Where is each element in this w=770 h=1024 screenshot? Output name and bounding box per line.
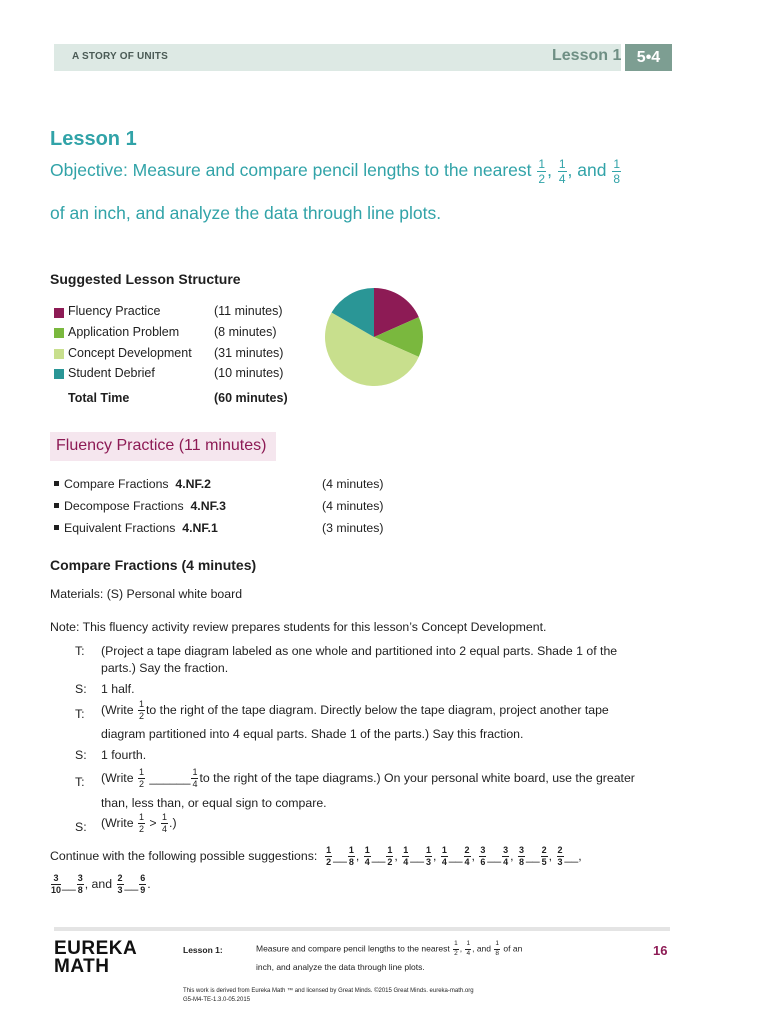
note-text: Note: This fluency activity review prepares students for this lesson’s Concept Development. bbox=[50, 620, 547, 634]
dialogue-6: (Write $\frac{1}{2}$ > $\frac{1}{4}$ .) bbox=[101, 812, 177, 834]
suggestion-pair: $\frac{1}{2}$ __ $\frac{1}{8}$ , bbox=[326, 845, 360, 867]
dialogue-3-line-2: diagram partitioned into 4 equal parts. Shade 1 of the parts.) Say this fraction. bbox=[101, 727, 524, 741]
suggestion-pair: $\frac{2}{3}$ __, bbox=[557, 845, 582, 867]
series-label: A STORY OF UNITS bbox=[72, 51, 168, 62]
fluency-item-1: Compare Fractions 4.NF.2 bbox=[64, 477, 211, 491]
suggestion-pair: $\frac{1}{4}$ __ $\frac{2}{4}$ , bbox=[441, 845, 475, 867]
dialogue-5-line-1: (Write $\frac{1}{2}$ ______ $\frac{1}{4}$ to the right of the tape diagrams.) On your personal white board, use the greater bbox=[101, 767, 635, 789]
fluency-heading: Fluency Practice (11 minutes) bbox=[56, 437, 267, 454]
footer-description-line-1: Measure and compare pencil lengths to the nearest $\frac{1}{2}$ , $\frac{1}{4}$ , and $\frac{1}{8}$ of an bbox=[256, 940, 523, 957]
dialogue-4: 1 fourth. bbox=[101, 748, 147, 762]
legend-swatch-fluency bbox=[54, 308, 64, 318]
structure-time-concept: (31 minutes) bbox=[214, 346, 284, 360]
fluency-item-2-time: (4 minutes) bbox=[322, 499, 384, 513]
fraction-quarter: $\frac{1}{4}$ bbox=[558, 157, 566, 186]
structure-time-fluency: (11 minutes) bbox=[214, 304, 283, 318]
bullet-icon bbox=[54, 525, 59, 530]
dialogue-1-line-1: (Project a tape diagram labeled as one whole and partitioned into 2 equal parts. Shade 1 of the bbox=[101, 644, 618, 658]
suggestions-line-2 bbox=[50, 874, 151, 895]
speaker-student: S: bbox=[75, 820, 87, 834]
total-time: (60 minutes) bbox=[214, 391, 288, 405]
dialogue-2: 1 half. bbox=[101, 682, 135, 696]
materials-text: Materials: (S) Personal white board bbox=[50, 587, 243, 601]
eureka-math-logo: EUREKA MATH bbox=[54, 938, 138, 977]
structure-label-concept: Concept Development bbox=[68, 346, 192, 360]
fraction-half: $\frac{1}{2}$ bbox=[538, 157, 546, 186]
page-title: Lesson 1 bbox=[50, 128, 137, 150]
structure-label-fluency: Fluency Practice bbox=[68, 304, 161, 318]
suggestion-pair: $\frac{1}{4}$ __ $\frac{1}{2}$ , bbox=[364, 845, 398, 867]
suggestion-pair: $\frac{2}{3}$ __ $\frac{6}{9}$ . bbox=[117, 873, 151, 895]
legend-swatch-application bbox=[54, 328, 64, 338]
objective-text: Objective: Measure and compare pencil lengths to the nearest bbox=[50, 160, 532, 181]
fluency-item-1-time: (4 minutes) bbox=[322, 477, 384, 491]
objective-line-2: of an inch, and analyze the data through line plots. bbox=[50, 203, 442, 223]
fluency-item-2: Decompose Fractions 4.NF.3 bbox=[64, 499, 226, 513]
fluency-item-3: Equivalent Fractions 4.NF.1 bbox=[64, 521, 218, 535]
speaker-teacher: T: bbox=[75, 644, 85, 658]
speaker-teacher: T: bbox=[75, 707, 85, 721]
suggestion-pair: $\frac{3}{6}$ __ $\frac{3}{4}$ , bbox=[480, 845, 514, 867]
legend-swatch-debrief bbox=[54, 369, 64, 379]
module-badge: 5•4 bbox=[625, 44, 672, 71]
total-label: Total Time bbox=[68, 391, 130, 405]
structure-time-debrief: (10 minutes) bbox=[214, 366, 284, 380]
suggestion-pair: $\frac{3}{8}$ __ $\frac{2}{5}$ , bbox=[518, 845, 553, 867]
document-code: G5-M4-TE-1.3.0-05.2015 bbox=[183, 997, 251, 1003]
structure-heading: Suggested Lesson Structure bbox=[50, 271, 241, 287]
fluency-item-3-time: (3 minutes) bbox=[322, 521, 384, 535]
suggestion-pair: $\frac{1}{4}$ __ $\frac{1}{3}$ , bbox=[403, 845, 437, 867]
footer-description-line-2: inch, and analyze the data through line plots. bbox=[256, 962, 425, 972]
legend-swatch-concept bbox=[54, 349, 64, 359]
speaker-student: S: bbox=[75, 748, 87, 762]
footer-lesson-label: Lesson 1: bbox=[183, 945, 223, 955]
suggestion-pair: $\frac{3}{10}$ __ $\frac{3}{8}$ , and bbox=[51, 873, 113, 895]
page-number: 16 bbox=[653, 943, 668, 958]
suggestions-line-1: Continue with the following possible suggestions: $\frac{1}{2}$ __ $\frac{1}{8}$ , $\frac{1}{4}$ __ $\frac{1}{2}$ , $\frac{1}{4}$ __ $\frac{1}{3}$ , $\frac{1}{4}$ __ $\frac{2}{4}$ , $\frac{3}{6}$ __ $\frac{3}{4}$ , $\frac{3}{8}$ __ $\frac{2}{5}$ , $\frac{2}{3}$ __, bbox=[50, 845, 582, 867]
structure-time-application: (8 minutes) bbox=[214, 325, 277, 339]
dialogue-3-line-1: (Write $\frac{1}{2}$ to the right of the tape diagram. Directly below the tape diagram, project another tape bbox=[101, 699, 609, 721]
dialogue-1-line-2: parts.) Say the fraction. bbox=[101, 661, 229, 675]
speaker-student: S: bbox=[75, 682, 87, 696]
footer-rule bbox=[54, 927, 670, 931]
structure-label-application: Application Problem bbox=[68, 325, 180, 339]
bullet-icon bbox=[54, 503, 59, 508]
bullet-icon bbox=[54, 481, 59, 486]
objective-line-1: Objective: Measure and compare pencil lengths to the nearest $\frac{1}{2}$ , $\frac{1}{4}$ , and $\frac{1}{8}$ bbox=[50, 157, 621, 186]
header-lesson: Lesson 1 bbox=[552, 47, 622, 64]
speaker-teacher: T: bbox=[75, 775, 85, 789]
compare-heading: Compare Fractions (4 minutes) bbox=[50, 557, 257, 573]
dialogue-5-line-2: than, less than, or equal sign to compare. bbox=[101, 796, 327, 810]
structure-label-debrief: Student Debrief bbox=[68, 366, 155, 380]
lesson-structure-pie-chart bbox=[320, 282, 430, 392]
fraction-eighth: $\frac{1}{8}$ bbox=[613, 157, 621, 186]
license-text: This work is derived from Eureka Math ™ and licensed by Great Minds. ©2015 Great Minds. eureka-math.org bbox=[183, 988, 474, 994]
